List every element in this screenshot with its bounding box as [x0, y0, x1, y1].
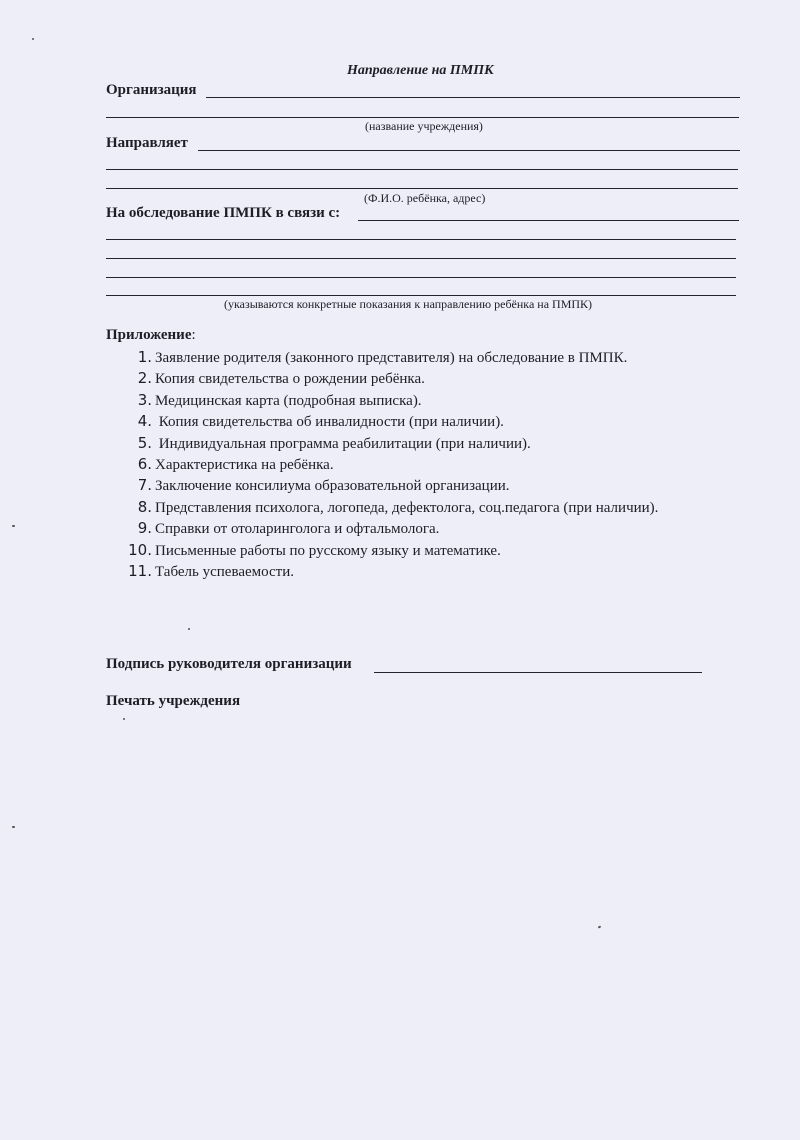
item-number: 10. [128, 540, 152, 559]
item-number: 5. [137, 433, 152, 452]
signature-label: Подпись руководителя организации [106, 656, 352, 672]
scan-speck [32, 38, 34, 40]
reason-line-5 [106, 295, 736, 296]
stamp-label: Печать учреждения [106, 693, 241, 709]
item-number: 4. [137, 412, 152, 431]
reason-line-3 [106, 258, 736, 259]
item-number: 8. [137, 497, 152, 516]
attachments-list [128, 347, 658, 582]
list-item [128, 454, 658, 475]
list-item [128, 497, 658, 518]
scan-speck [12, 826, 15, 828]
list-item [128, 347, 658, 368]
reason-line-1 [358, 220, 739, 221]
scan-speck [598, 925, 602, 928]
item-number: 2. [137, 369, 152, 388]
item-text: Копия свидетельства об инвалидности (при наличии). [155, 414, 504, 431]
item-number: 3. [137, 390, 152, 409]
attachments-heading [106, 327, 196, 344]
sender-label: Направляет [106, 135, 188, 151]
item-text: Заключение консилиума образовательной организации. [155, 478, 510, 495]
item-text: Медицинская карта (подробная выписка). [155, 392, 422, 409]
organization-label: Организация [106, 82, 197, 98]
item-text: Индивидуальная программа реабилитации (при наличии). [155, 435, 531, 452]
sender-caption: (Ф.И.О. ребёнка, адрес) [364, 191, 486, 205]
attachments-colon: : [191, 327, 196, 343]
list-item [128, 390, 658, 411]
sender-line-3 [106, 188, 738, 189]
scan-speck [123, 718, 125, 720]
item-text: Справки от отоларинголога и офтальмолога. [155, 521, 440, 538]
list-item [128, 540, 658, 561]
item-text: Характеристика на ребёнка. [155, 456, 334, 473]
list-item [128, 475, 658, 496]
list-item [128, 368, 658, 389]
sender-line-2 [106, 169, 738, 170]
document-title: Направление на ПМПК [347, 63, 494, 78]
item-number: 7. [137, 476, 152, 495]
organization-line-2 [106, 117, 739, 118]
reason-line-2 [106, 239, 736, 240]
organization-line-1 [206, 97, 740, 98]
item-text: Табель успеваемости. [155, 563, 295, 580]
item-text: Заявление родителя (законного представителя) на обследование в ПМПК. [155, 350, 628, 366]
item-number: 6. [137, 454, 152, 473]
reason-label: На обследование ПМПК в связи с: [106, 205, 341, 221]
list-item [128, 561, 658, 582]
signature-line [374, 672, 702, 673]
list-item [128, 411, 658, 432]
item-number: 9. [137, 519, 152, 538]
scan-speck [188, 628, 190, 630]
reason-line-4 [106, 277, 736, 278]
item-text: Письменные работы по русскому языку и математике. [155, 542, 501, 559]
item-number: 1. [137, 348, 152, 366]
item-number: 11. [128, 561, 152, 580]
list-item [128, 518, 658, 539]
reason-caption: (указываются конкретные показания к направлению ребёнка на ПМПК) [224, 297, 593, 311]
sender-line-1 [198, 150, 740, 151]
item-text: Представления психолога, логопеда, дефектолога, соц.педагога (при наличии). [155, 499, 659, 516]
organization-caption: (название учреждения) [365, 119, 483, 133]
scan-speck [12, 525, 15, 527]
attachments-label: Приложение [106, 327, 192, 343]
list-item [128, 433, 658, 454]
item-text: Копия свидетельства о рождении ребёнка. [155, 371, 425, 388]
